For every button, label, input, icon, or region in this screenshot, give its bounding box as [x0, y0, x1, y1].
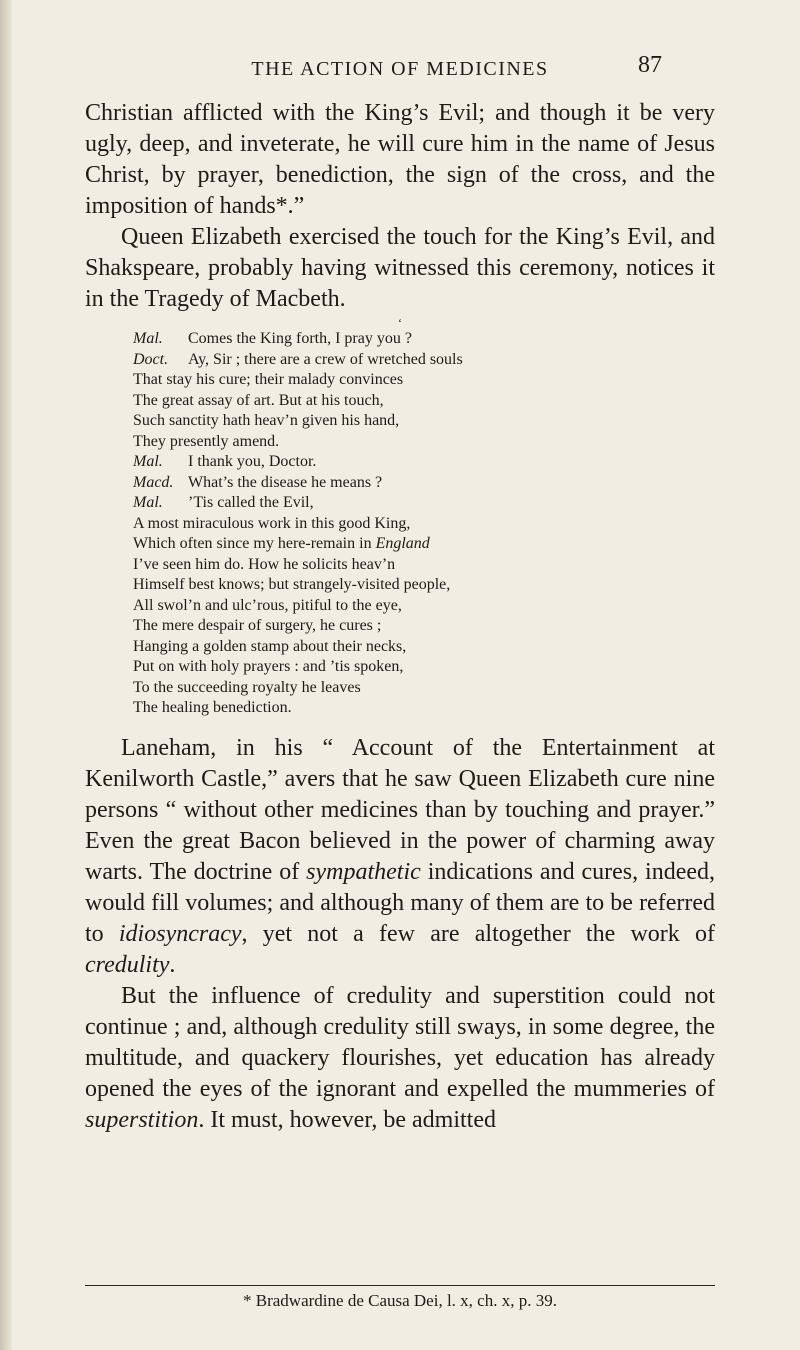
verse-line: That stay his cure; their malady convinces [133, 371, 404, 388]
text-run: indications and cures, indeed, would fill volumes; and although many of them are to be referred to [85, 858, 715, 947]
text-run: . It must, however, be admitted [198, 1106, 496, 1133]
text-run: , yet not a few are altogether the work of [241, 920, 715, 947]
text-run: Laneham, in his “ Account of the Entertainment at Kenilworth Castle,” avers that he saw Queen Elizabeth cure nine persons “ without other medicines than by touching and prayer.” Even the great Bacon believed in the power of charming away warts. The doctrine of [85, 734, 715, 885]
speaker-label: Mal. [133, 494, 163, 511]
verse-text: Comes the King forth, I pray you ? [188, 330, 412, 347]
body-text [85, 98, 715, 1136]
verse-emphasis: England [375, 535, 430, 552]
text-run: . [169, 951, 176, 978]
macbeth-quotation [133, 329, 693, 733]
verse-text: What’s the disease he means ? [188, 473, 383, 491]
page-header [0, 52, 800, 88]
speaker-label: Mal. [133, 453, 163, 470]
page-number: 87 [638, 52, 662, 78]
verse-line [133, 452, 693, 473]
verse-text: Ay, Sir ; there are a crew of wretched souls [188, 350, 463, 368]
verse-line: A most miraculous work in this good King, [133, 514, 411, 532]
verse-line: The healing benediction. [133, 699, 292, 716]
footnote-rule [85, 1285, 715, 1286]
paragraph-4 [85, 981, 715, 1136]
verse-text: ’Tis called the Evil, [188, 494, 314, 511]
verse-line: I’ve seen him do. How he solicits heav’n [133, 555, 396, 573]
verse-line [133, 329, 693, 350]
verse-line [133, 473, 693, 494]
text-run: But the influence of credulity and superstition could not continue ; and, although credulity still sways, in some degree, the multitude, and quackery flourishes, yet education has already opened the eyes of the ignorant and expelled the mummeries of [85, 982, 715, 1102]
footnote: * Bradwardine de Causa Dei, l. x, ch. x, p. 39. [243, 1291, 557, 1310]
verse-line [133, 534, 693, 555]
running-head: THE ACTION OF MEDICINES [251, 58, 549, 80]
emphasis-superstition: superstition [85, 1106, 199, 1133]
paragraph-2: Queen Elizabeth exercised the touch for the King’s Evil, and Shakspeare, probably having witnessed this ceremony, notices it in the Tragedy of Macbeth. [85, 224, 715, 312]
verse-line [133, 493, 693, 514]
verse-line: The great assay of art. But at his touch, [133, 391, 384, 409]
page-edge-shadow [0, 0, 12, 1350]
paragraph-3 [85, 733, 715, 981]
verse-line: Himself best knows; but strangely-visited people, [133, 576, 451, 593]
emphasis-sympathetic: sympathetic [306, 858, 421, 885]
verse-line: All swol’n and ulc’rous, pitiful to the eye, [133, 596, 402, 614]
verse-line: Hanging a golden stamp about their necks, [133, 637, 407, 655]
quote-mark: ‘ [398, 316, 402, 330]
verse-line [133, 350, 693, 371]
verse-line: To the succeeding royalty he leaves [133, 678, 361, 696]
paragraph-1: Christian afflicted with the King’s Evil; and though it be very ugly, deep, and inveterate, he will cure him in the name of Jesus Christ, by prayer, benediction, the sign of the cross, and the imposition of hands*.” [85, 100, 715, 219]
verse-text: Which often since my here-remain in [133, 535, 376, 552]
emphasis-credulity: credulity [85, 951, 170, 978]
speaker-label: Doct. [133, 350, 169, 368]
verse-line: The mere despair of surgery, he cures ; [133, 617, 382, 634]
verse-line: They presently amend. [133, 432, 280, 450]
speaker-label: Mal. [133, 330, 163, 347]
verse-line: Such sanctity hath heav’n given his hand, [133, 412, 400, 429]
verse-text: I thank you, Doctor. [188, 453, 317, 470]
verse-line: Put on with holy prayers : and ’tis spoken, [133, 658, 404, 675]
speaker-label: Macd. [133, 473, 174, 491]
emphasis-idiosyncracy: idiosyncracy [118, 920, 242, 947]
